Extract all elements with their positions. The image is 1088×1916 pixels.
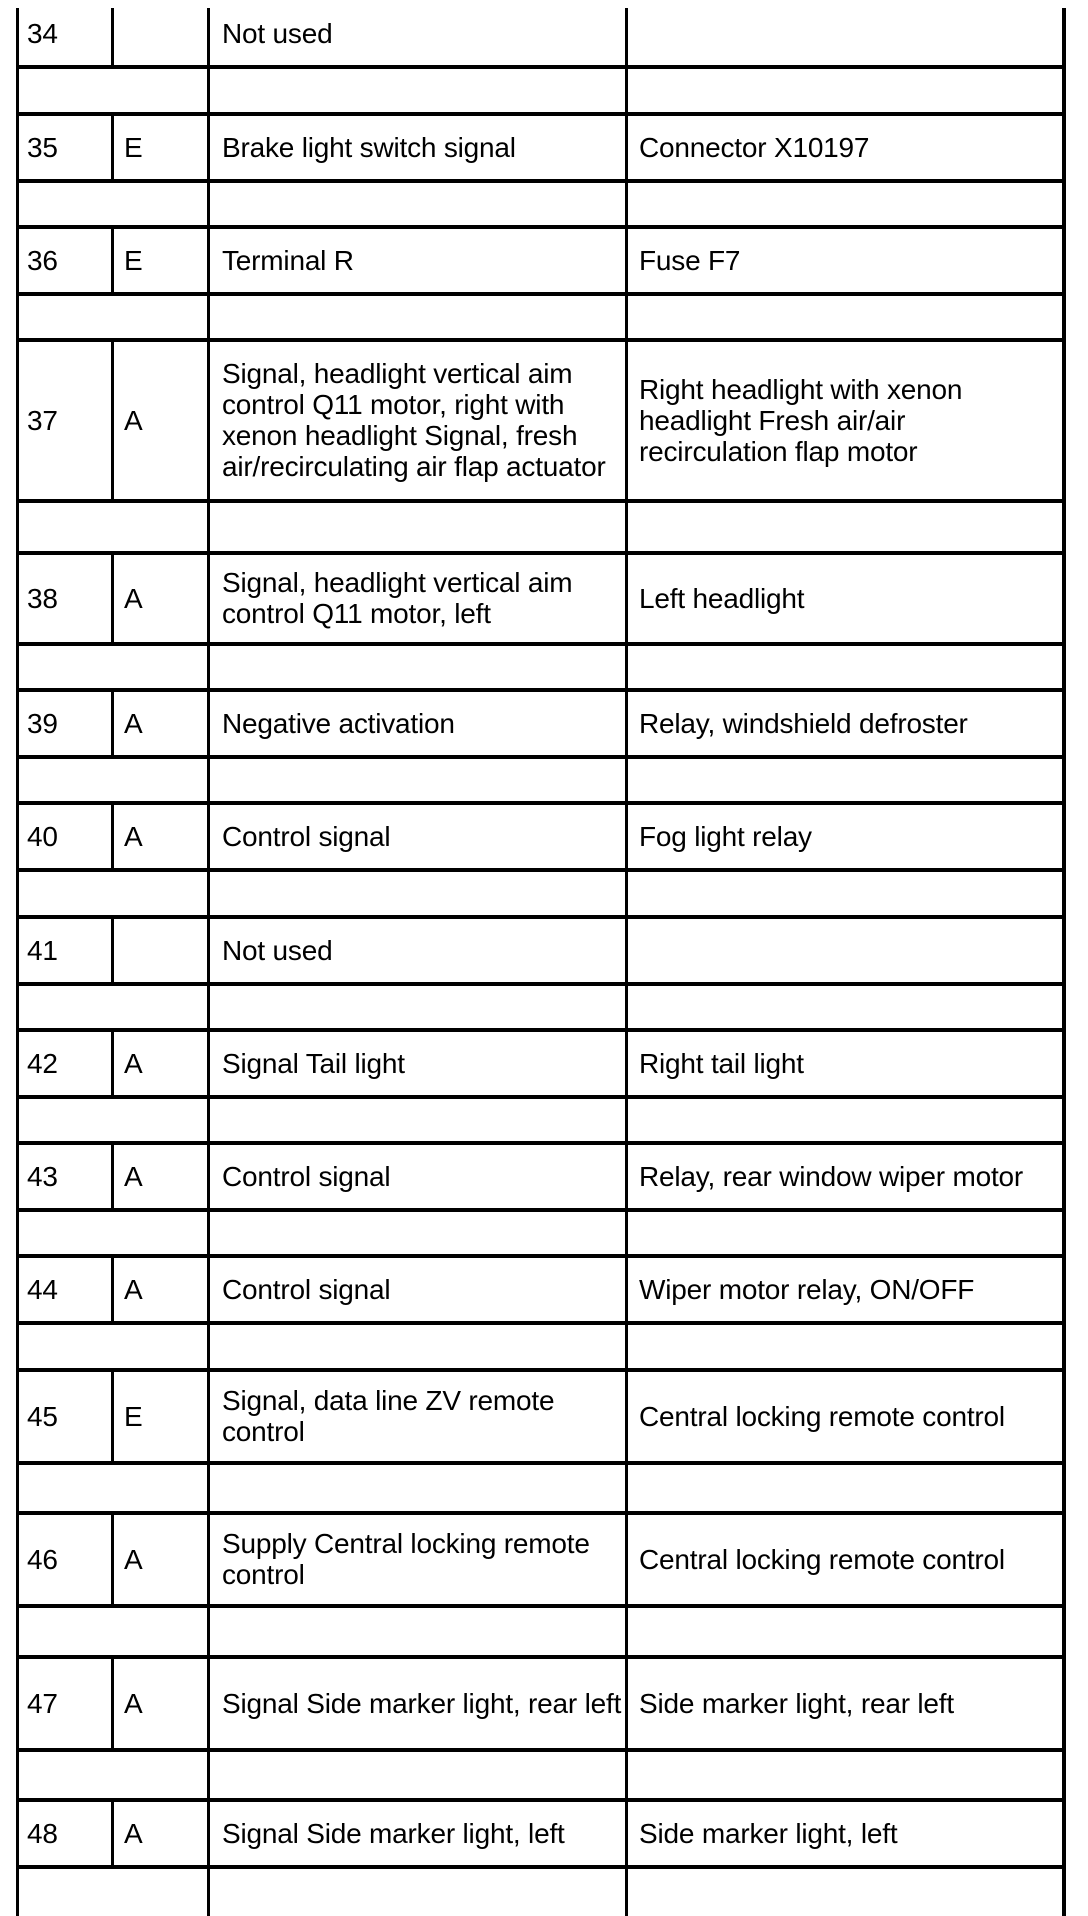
spacer-row xyxy=(0,1605,1088,1657)
table-row xyxy=(0,1513,1088,1605)
pin-number-cell-text: 38 xyxy=(27,582,58,614)
signal-type-cell xyxy=(124,553,194,643)
pin-number-cell xyxy=(27,227,107,293)
pin-number-cell xyxy=(27,0,107,66)
destination-cell xyxy=(639,1030,1059,1096)
pin-number-cell xyxy=(27,1800,107,1866)
table-row xyxy=(0,1143,1088,1209)
destination-cell-text: Relay, rear window wiper motor xyxy=(639,1160,1024,1192)
spacer-row xyxy=(0,1749,1088,1800)
destination-cell-text: Central locking remote control xyxy=(639,1543,1005,1575)
pin-number-cell-text: 44 xyxy=(27,1273,58,1305)
signal-type-cell-text: A xyxy=(124,707,143,739)
pin-number-cell-text: 35 xyxy=(27,131,58,163)
pin-number-cell xyxy=(27,1657,107,1749)
pin-number-cell xyxy=(27,1370,107,1462)
pin-number-cell-text: 43 xyxy=(27,1160,58,1192)
signal-type-cell xyxy=(124,690,194,756)
table-row xyxy=(0,1030,1088,1096)
table-row xyxy=(0,803,1088,869)
destination-cell-text: Side marker light, rear left xyxy=(639,1687,954,1719)
pin-number-cell-text: 47 xyxy=(27,1687,58,1719)
signal-description-cell-text: Control signal xyxy=(222,1160,391,1192)
table-row xyxy=(0,1370,1088,1462)
destination-cell xyxy=(639,0,1059,66)
signal-type-cell xyxy=(124,1800,194,1866)
signal-type-cell xyxy=(124,1370,194,1462)
spacer-row xyxy=(0,1096,1088,1143)
spacer-row xyxy=(0,500,1088,553)
signal-description-cell-text: Signal, headlight vertical aim control Q11 motor, left xyxy=(222,567,573,629)
destination-cell xyxy=(639,553,1059,643)
signal-description-cell xyxy=(222,114,627,180)
pin-number-cell xyxy=(27,1143,107,1209)
signal-type-cell-text: A xyxy=(124,1273,143,1305)
signal-description-cell-text: Terminal R xyxy=(222,244,354,276)
spacer-row xyxy=(0,180,1088,227)
signal-description-cell xyxy=(222,553,627,643)
signal-description-cell xyxy=(222,1143,627,1209)
destination-cell xyxy=(639,1657,1059,1749)
destination-cell xyxy=(639,1800,1059,1866)
destination-cell xyxy=(639,1256,1059,1322)
destination-cell xyxy=(639,917,1059,983)
pin-number-cell-text: 46 xyxy=(27,1543,58,1575)
pin-number-cell-text: 41 xyxy=(27,934,58,966)
spacer-row xyxy=(0,643,1088,690)
spacer-row xyxy=(0,869,1088,917)
signal-description-cell xyxy=(222,1513,627,1605)
destination-cell xyxy=(639,114,1059,180)
pin-number-cell xyxy=(27,690,107,756)
destination-cell xyxy=(639,1143,1059,1209)
pin-number-cell-text: 36 xyxy=(27,244,58,276)
spacer-row xyxy=(0,756,1088,803)
pin-number-cell xyxy=(27,917,107,983)
signal-description-cell-text: Not used xyxy=(222,934,333,966)
signal-description-cell-text: Negative activation xyxy=(222,707,455,739)
destination-cell-text: Left headlight xyxy=(639,582,805,614)
pin-number-cell-text: 37 xyxy=(27,404,58,436)
destination-cell-text: Relay, windshield defroster xyxy=(639,707,968,739)
signal-type-cell-text: A xyxy=(124,404,143,436)
signal-description-cell-text: Signal Side marker light, rear left xyxy=(222,1687,622,1719)
signal-type-cell-text: E xyxy=(124,131,143,163)
pin-number-cell xyxy=(27,1513,107,1605)
destination-cell-text: Right tail light xyxy=(639,1047,804,1079)
signal-description-cell-text: Signal, headlight vertical aim control Q11 motor, right with xenon headlight Signal, fresh air/recirculating air flap actuator xyxy=(222,358,606,482)
signal-type-cell xyxy=(124,227,194,293)
signal-type-cell xyxy=(124,803,194,869)
signal-description-cell-text: Control signal xyxy=(222,820,391,852)
signal-type-cell xyxy=(124,1657,194,1749)
table-row xyxy=(0,917,1088,983)
spacer-row xyxy=(0,983,1088,1030)
spacer-row xyxy=(0,1462,1088,1513)
pin-number-cell xyxy=(27,1256,107,1322)
signal-type-cell xyxy=(124,1513,194,1605)
pin-number-cell xyxy=(27,340,107,500)
pin-number-cell xyxy=(27,803,107,869)
signal-type-cell xyxy=(124,1256,194,1322)
signal-description-cell xyxy=(222,227,627,293)
signal-type-cell xyxy=(124,917,194,983)
destination-cell-text: Right headlight with xenon headlight Fresh air/air recirculation flap motor xyxy=(639,373,963,467)
signal-type-cell-text: A xyxy=(124,820,143,852)
spacer-row xyxy=(0,1866,1088,1916)
pin-number-cell xyxy=(27,553,107,643)
signal-type-cell-text: A xyxy=(124,1687,143,1719)
destination-cell-text: Fog light relay xyxy=(639,820,812,852)
destination-cell-text: Central locking remote control xyxy=(639,1400,1005,1432)
signal-type-cell xyxy=(124,0,194,66)
pin-number-cell-text: 34 xyxy=(27,17,58,49)
signal-description-cell xyxy=(222,690,627,756)
table-row xyxy=(0,227,1088,293)
pin-number-cell-text: 40 xyxy=(27,820,58,852)
signal-type-cell-text: E xyxy=(124,244,143,276)
signal-description-cell-text: Brake light switch signal xyxy=(222,131,516,163)
table-row xyxy=(0,690,1088,756)
signal-description-cell xyxy=(222,1030,627,1096)
destination-cell xyxy=(639,803,1059,869)
signal-description-cell xyxy=(222,1370,627,1462)
destination-cell xyxy=(639,227,1059,293)
spacer-row xyxy=(0,1209,1088,1256)
signal-description-cell-text: Control signal xyxy=(222,1273,391,1305)
table-row xyxy=(0,1256,1088,1322)
destination-cell-text: Wiper motor relay, ON/OFF xyxy=(639,1273,975,1305)
signal-type-cell xyxy=(124,1143,194,1209)
spacer-row xyxy=(0,1322,1088,1370)
signal-description-cell-text: Supply Central locking remote control xyxy=(222,1528,590,1590)
destination-cell xyxy=(639,340,1059,500)
table-row xyxy=(0,1657,1088,1749)
signal-type-cell xyxy=(124,340,194,500)
signal-type-cell-text: A xyxy=(124,1047,143,1079)
pin-number-cell xyxy=(27,114,107,180)
signal-description-cell xyxy=(222,1800,627,1866)
signal-description-cell-text: Signal, data line ZV remote control xyxy=(222,1385,555,1447)
spacer-row xyxy=(0,293,1088,340)
signal-type-cell xyxy=(124,1030,194,1096)
table-row xyxy=(0,114,1088,180)
signal-description-cell xyxy=(222,340,627,500)
signal-type-cell-text: A xyxy=(124,582,143,614)
signal-type-cell-text: A xyxy=(124,1817,143,1849)
signal-description-cell-text: Signal Tail light xyxy=(222,1047,405,1079)
signal-description-cell-text: Signal Side marker light, left xyxy=(222,1817,565,1849)
signal-type-cell-text: A xyxy=(124,1543,143,1575)
signal-description-cell xyxy=(222,0,627,66)
signal-type-cell xyxy=(124,114,194,180)
signal-type-cell-text: E xyxy=(124,1400,143,1432)
pin-number-cell-text: 45 xyxy=(27,1400,58,1432)
spacer-row xyxy=(0,66,1088,114)
signal-description-cell-text: Not used xyxy=(222,17,333,49)
destination-cell-text: Side marker light, left xyxy=(639,1817,898,1849)
pin-number-cell-text: 42 xyxy=(27,1047,58,1079)
signal-description-cell xyxy=(222,803,627,869)
signal-description-cell xyxy=(222,1256,627,1322)
destination-cell xyxy=(639,1370,1059,1462)
signal-description-cell xyxy=(222,917,627,983)
signal-description-cell xyxy=(222,1657,627,1749)
table-row xyxy=(0,340,1088,500)
signal-type-cell-text: A xyxy=(124,1160,143,1192)
pin-number-cell xyxy=(27,1030,107,1096)
destination-cell xyxy=(639,1513,1059,1605)
table-row xyxy=(0,1800,1088,1866)
destination-cell-text: Connector X10197 xyxy=(639,131,870,163)
table-row xyxy=(0,553,1088,643)
table-row xyxy=(0,0,1088,66)
destination-cell-text: Fuse F7 xyxy=(639,244,741,276)
pin-number-cell-text: 39 xyxy=(27,707,58,739)
pin-number-cell-text: 48 xyxy=(27,1817,58,1849)
destination-cell xyxy=(639,690,1059,756)
